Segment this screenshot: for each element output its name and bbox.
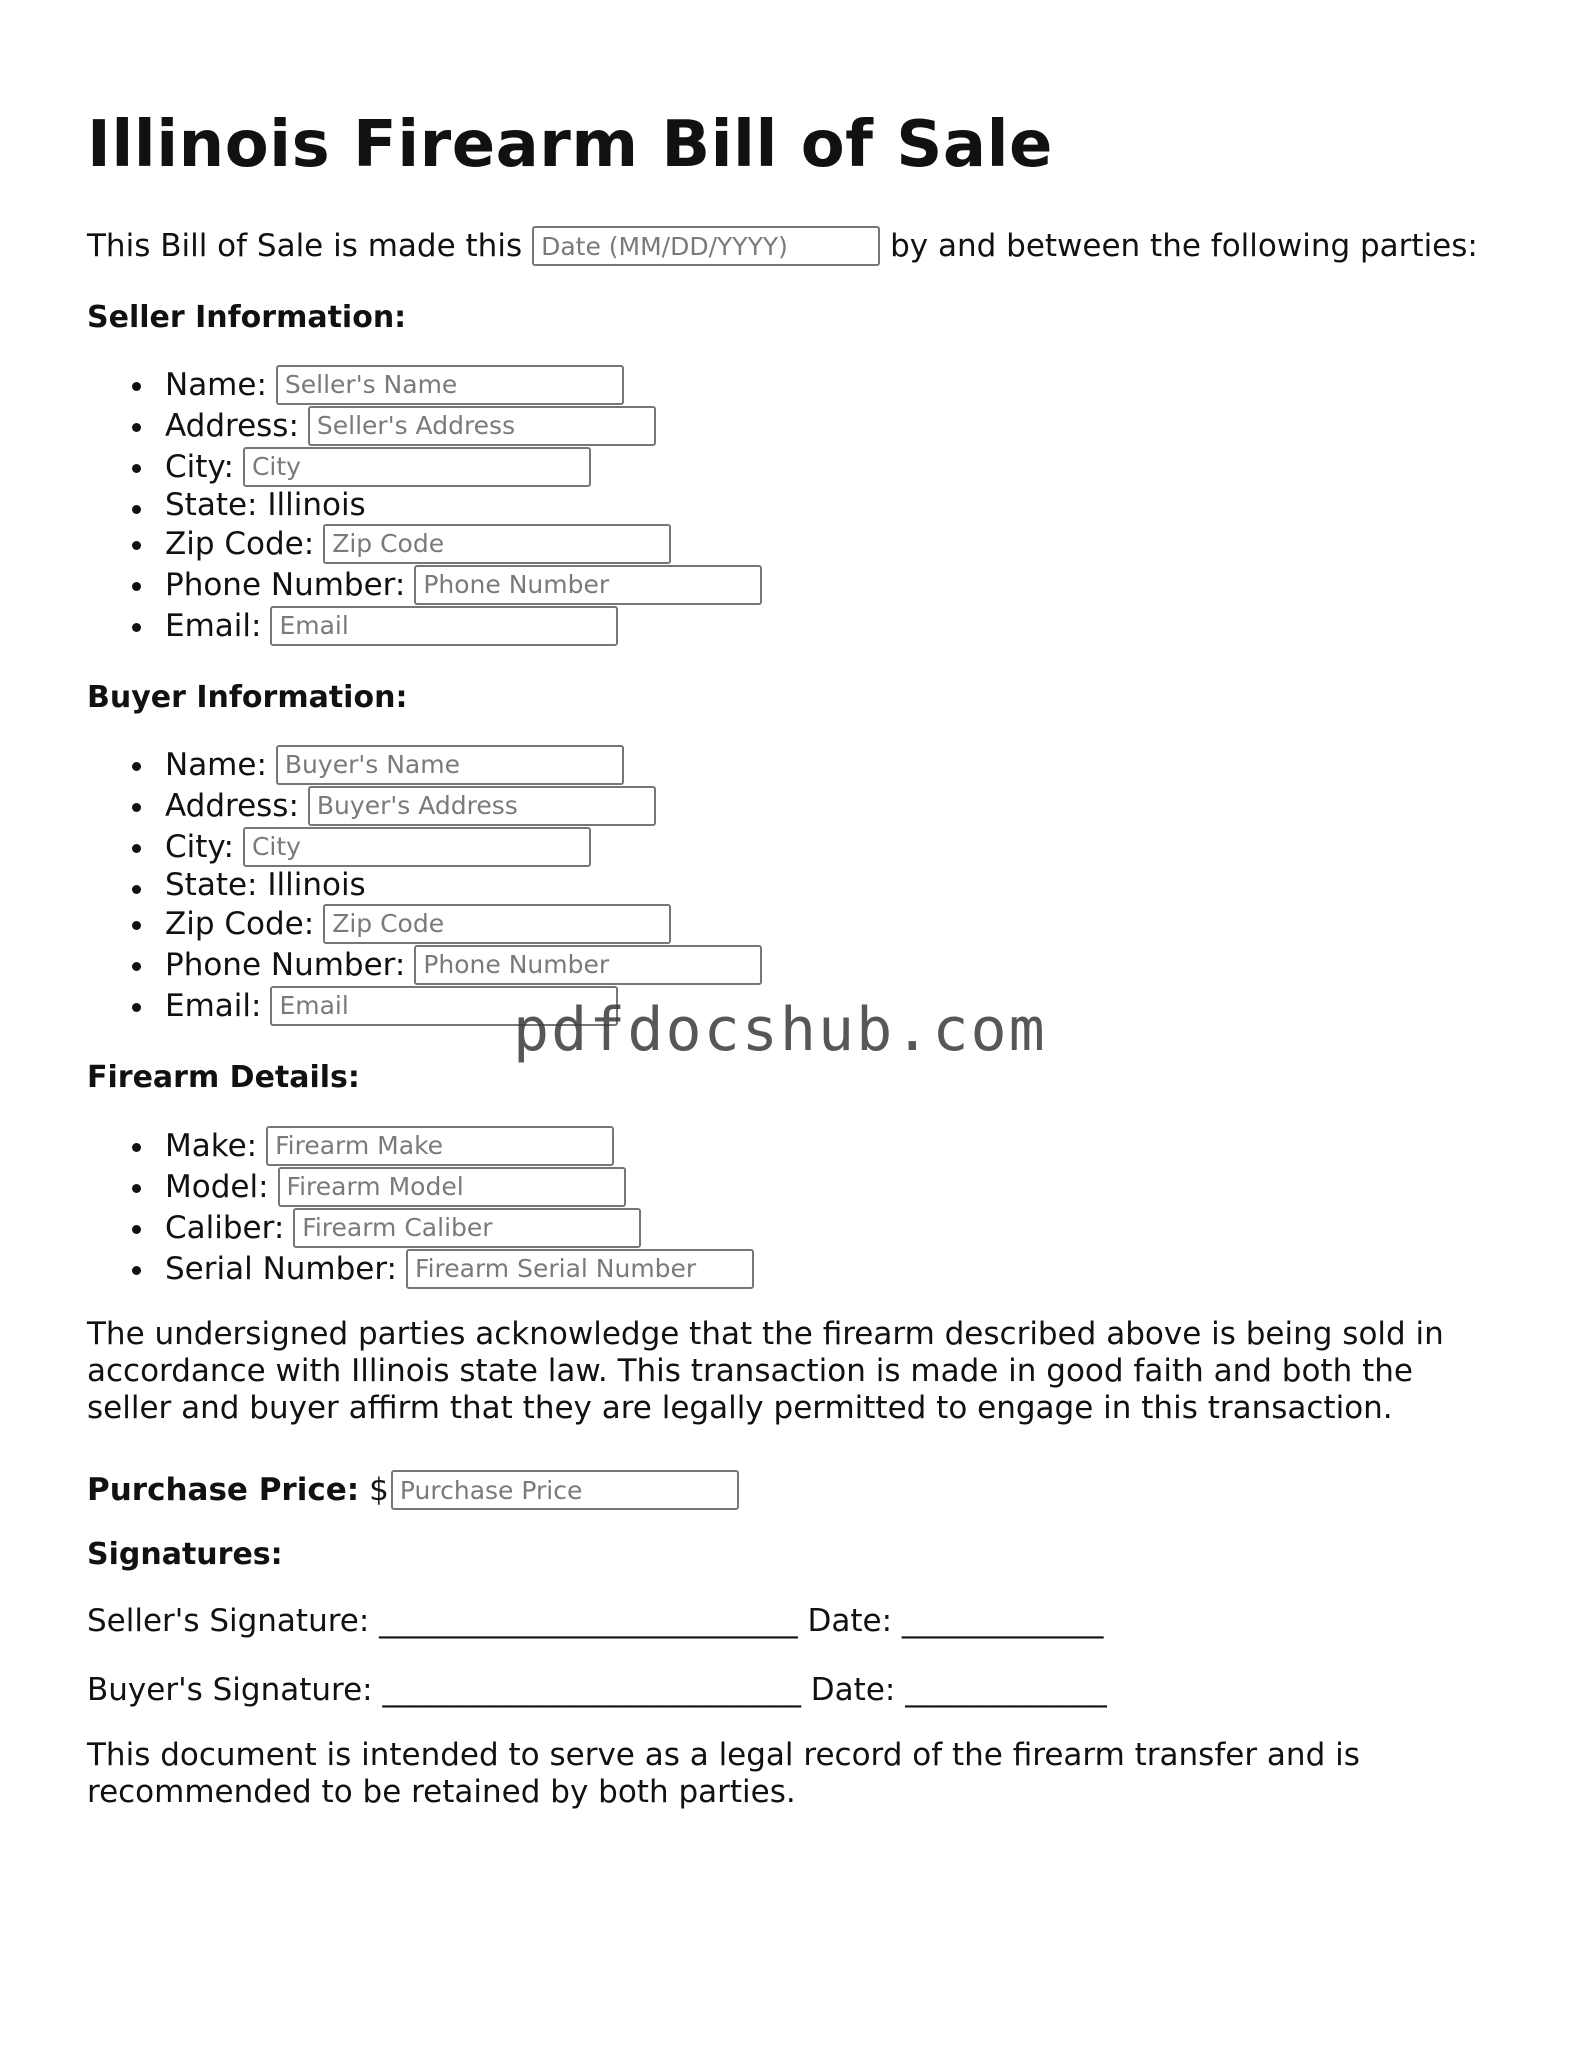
seller-city-input[interactable]	[243, 447, 591, 487]
buyer-heading: Buyer Information:	[87, 680, 408, 715]
seller-name-label: Name:	[165, 366, 267, 403]
list-item	[87, 1125, 754, 1166]
list-item	[87, 1248, 754, 1289]
acknowledgement-paragraph: The undersigned parties acknowledge that the firearm described above is being sold in accordance with Illinois state law. This transaction is made in good faith and both the seller and buyer affirm that they are legally permitted to engage in this transaction.	[87, 1316, 1444, 1426]
seller-fields	[87, 364, 762, 646]
list-item	[87, 446, 762, 487]
list-item	[87, 405, 762, 446]
buyer-signature-line: Buyer's Signature: ___________________________ Date: _____________	[87, 1672, 1107, 1708]
watermark: pdfdocshub.com	[513, 995, 1047, 1065]
intro-line	[87, 226, 1478, 266]
signatures-heading: Signatures:	[87, 1537, 283, 1572]
intro-text-before: This Bill of Sale is made this	[87, 228, 523, 264]
buyer-address-label: Address:	[165, 787, 299, 824]
list-item	[87, 903, 762, 944]
buyer-phone-input[interactable]	[414, 945, 762, 985]
buyer-state-text: State: Illinois	[165, 867, 366, 903]
list-item	[87, 605, 762, 646]
list-item	[87, 523, 762, 564]
seller-heading: Seller Information:	[87, 300, 407, 335]
buyer-city-label: City:	[165, 828, 234, 865]
sale-date-input[interactable]	[532, 226, 880, 266]
seller-city-label: City:	[165, 448, 234, 485]
purchase-price-line	[87, 1470, 739, 1510]
closing-paragraph: This document is intended to serve as a legal record of the firearm transfer and is recommended to be retained by both parties.	[87, 1737, 1360, 1810]
purchase-price-label: Purchase Price:	[87, 1472, 360, 1508]
currency-symbol: $	[369, 1472, 389, 1508]
list-item	[87, 785, 762, 826]
seller-address-label: Address:	[165, 407, 299, 444]
seller-phone-label: Phone Number:	[165, 566, 406, 603]
list-item	[87, 1166, 754, 1207]
seller-email-input[interactable]	[270, 606, 618, 646]
buyer-zip-input[interactable]	[323, 904, 671, 944]
seller-address-input[interactable]	[308, 406, 656, 446]
buyer-name-label: Name:	[165, 746, 267, 783]
firearm-make-input[interactable]	[266, 1126, 614, 1166]
purchase-price-input[interactable]	[391, 1470, 739, 1510]
buyer-address-input[interactable]	[308, 786, 656, 826]
buyer-phone-label: Phone Number:	[165, 946, 406, 983]
list-item	[87, 564, 762, 605]
buyer-city-input[interactable]	[243, 827, 591, 867]
seller-name-input[interactable]	[276, 365, 624, 405]
list-item	[87, 1207, 754, 1248]
firearm-serial-label: Serial Number:	[165, 1250, 398, 1287]
firearm-serial-input[interactable]	[406, 1249, 754, 1289]
seller-phone-input[interactable]	[414, 565, 762, 605]
firearm-model-input[interactable]	[278, 1167, 626, 1207]
list-item	[87, 487, 762, 523]
firearm-fields	[87, 1125, 754, 1289]
list-item	[87, 744, 762, 785]
list-item	[87, 826, 762, 867]
firearm-heading: Firearm Details:	[87, 1060, 360, 1095]
buyer-fields	[87, 744, 762, 1026]
firearm-make-label: Make:	[165, 1127, 258, 1164]
seller-email-label: Email:	[165, 607, 262, 644]
list-item	[87, 867, 762, 903]
buyer-email-label: Email:	[165, 987, 262, 1024]
intro-text-after: by and between the following parties:	[890, 228, 1478, 264]
firearm-model-label: Model:	[165, 1168, 269, 1205]
buyer-name-input[interactable]	[276, 745, 624, 785]
seller-state-text: State: Illinois	[165, 487, 366, 523]
list-item	[87, 944, 762, 985]
seller-zip-label: Zip Code:	[165, 525, 315, 562]
buyer-zip-label: Zip Code:	[165, 905, 315, 942]
firearm-caliber-input[interactable]	[293, 1208, 641, 1248]
seller-zip-input[interactable]	[323, 524, 671, 564]
firearm-caliber-label: Caliber:	[165, 1209, 285, 1246]
page-title: Illinois Firearm Bill of Sale	[87, 108, 1053, 182]
list-item	[87, 364, 762, 405]
seller-signature-line: Seller's Signature: ___________________________ Date: _____________	[87, 1603, 1104, 1639]
